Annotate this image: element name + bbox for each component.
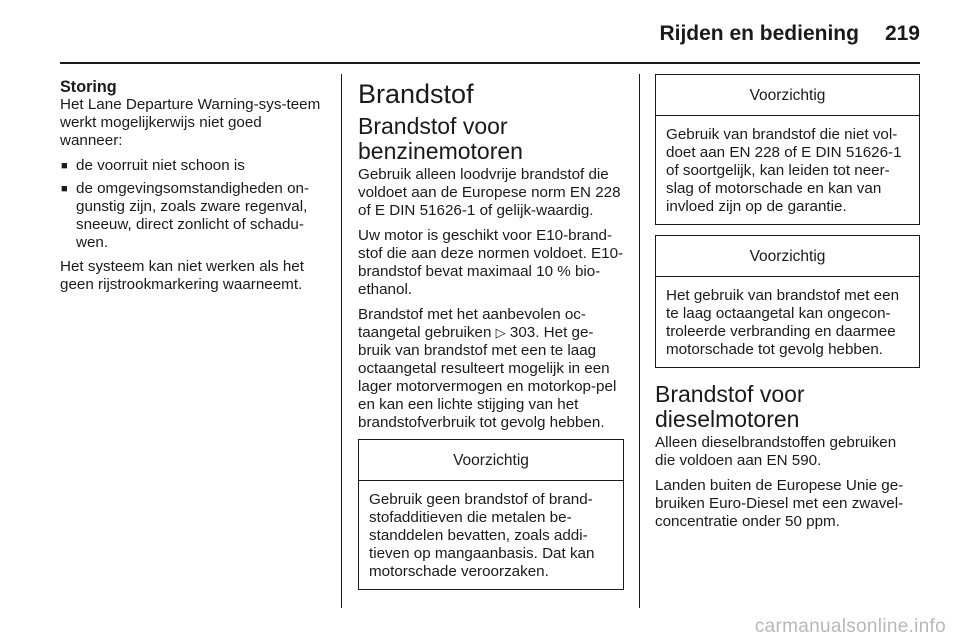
caution-body (359, 481, 623, 589)
page-header (60, 14, 920, 54)
caution-box (655, 235, 920, 368)
caution-text: Gebruik van brandstof die niet vol-doet aan EN 228 of E DIN 51626-1 of soortgelijk, kan leiden tot neer-slag of motorschade en kan van invloed zijn op de garantie. (666, 126, 902, 215)
subsection-title-benzine: Brandstof voor benzinemotoren (358, 113, 523, 164)
page-reference-number[interactable]: 303 (509, 324, 536, 341)
caution-title: Voorzichtig (359, 440, 623, 481)
column-divider-1 (341, 74, 342, 608)
section-title: Rijden en bediening (659, 22, 859, 45)
caution-text: Gebruik geen brandstof of brand-stofadditieven die metalen be-standdelen bevatten, zoals addi-tieven op mangaanbasis. Dat kan motorschade veroorzaken. (369, 491, 595, 580)
list-item: ■ de omgevingsomstandigheden on-gunstig zijn, zoals zware regenval, sneeuw, direct zonlicht of schadu-wen. (60, 180, 328, 252)
caution-text: Het gebruik van brandstof met een te laag octaangetal kan ongecon-troleerde verbranding en daarmee motorschade tot gevolg hebben. (666, 287, 900, 358)
paragraph: Alleen dieselbrandstoffen gebruiken die voldoen aan EN 590. (655, 434, 897, 469)
section-title-brandstof: Brandstof (358, 79, 474, 109)
column-right (655, 72, 920, 538)
list-item: ■ de voorruit niet schoon is (60, 157, 328, 175)
section-heading-storing: Storing (60, 78, 117, 96)
paragraph (358, 306, 624, 432)
paragraph-text: Brandstof met het aanbevolen oc-taangetal gebruiken (358, 306, 586, 341)
caution-box (358, 439, 624, 590)
page-number: 219 (884, 22, 920, 45)
caution-title: Voorzichtig (656, 75, 919, 116)
paragraph-text: . Het ge-bruik van brandstof met een te laag octaangetal resulteert mogelijk in een lager motorvermogen en motorkop-pel en kan een lichte stijging van het brandstofverbruik tot gevolg hebben. (358, 324, 617, 431)
caution-box (655, 74, 920, 225)
watermark: carmanualsonline.info (754, 616, 946, 637)
column-divider-2 (639, 74, 640, 608)
caution-body (656, 116, 919, 224)
header-rule (60, 62, 920, 64)
caution-body (656, 277, 919, 367)
paragraph: Het systeem kan niet werken als het geen rijstrookmarkering waarneemt. (60, 258, 304, 293)
page-reference-arrow-icon: ▷ (495, 325, 506, 340)
subsection-title-diesel: Brandstof voor dieselmotoren (655, 381, 805, 432)
bullet-list (60, 157, 328, 252)
column-middle (358, 78, 624, 600)
paragraph: Gebruik alleen loodvrije brandstof die voldoet aan de Europese norm EN 228 of E DIN 51626-1 of gelijk-waardig. (358, 166, 621, 219)
column-left (60, 78, 328, 301)
paragraph: Het Lane Departure Warning-sys-teem werkt mogelijkerwijs niet goed wanneer: (60, 96, 321, 149)
caution-title: Voorzichtig (656, 236, 919, 277)
paragraph: Uw motor is geschikt voor E10-brand-stof die aan deze normen voldoet. E10-brandstof bevat maximaal 10 % bio-ethanol. (358, 227, 624, 298)
paragraph: Landen buiten de Europese Unie ge-bruiken Euro-Diesel met een zwavel-concentratie onder 50 ppm. (655, 477, 904, 530)
